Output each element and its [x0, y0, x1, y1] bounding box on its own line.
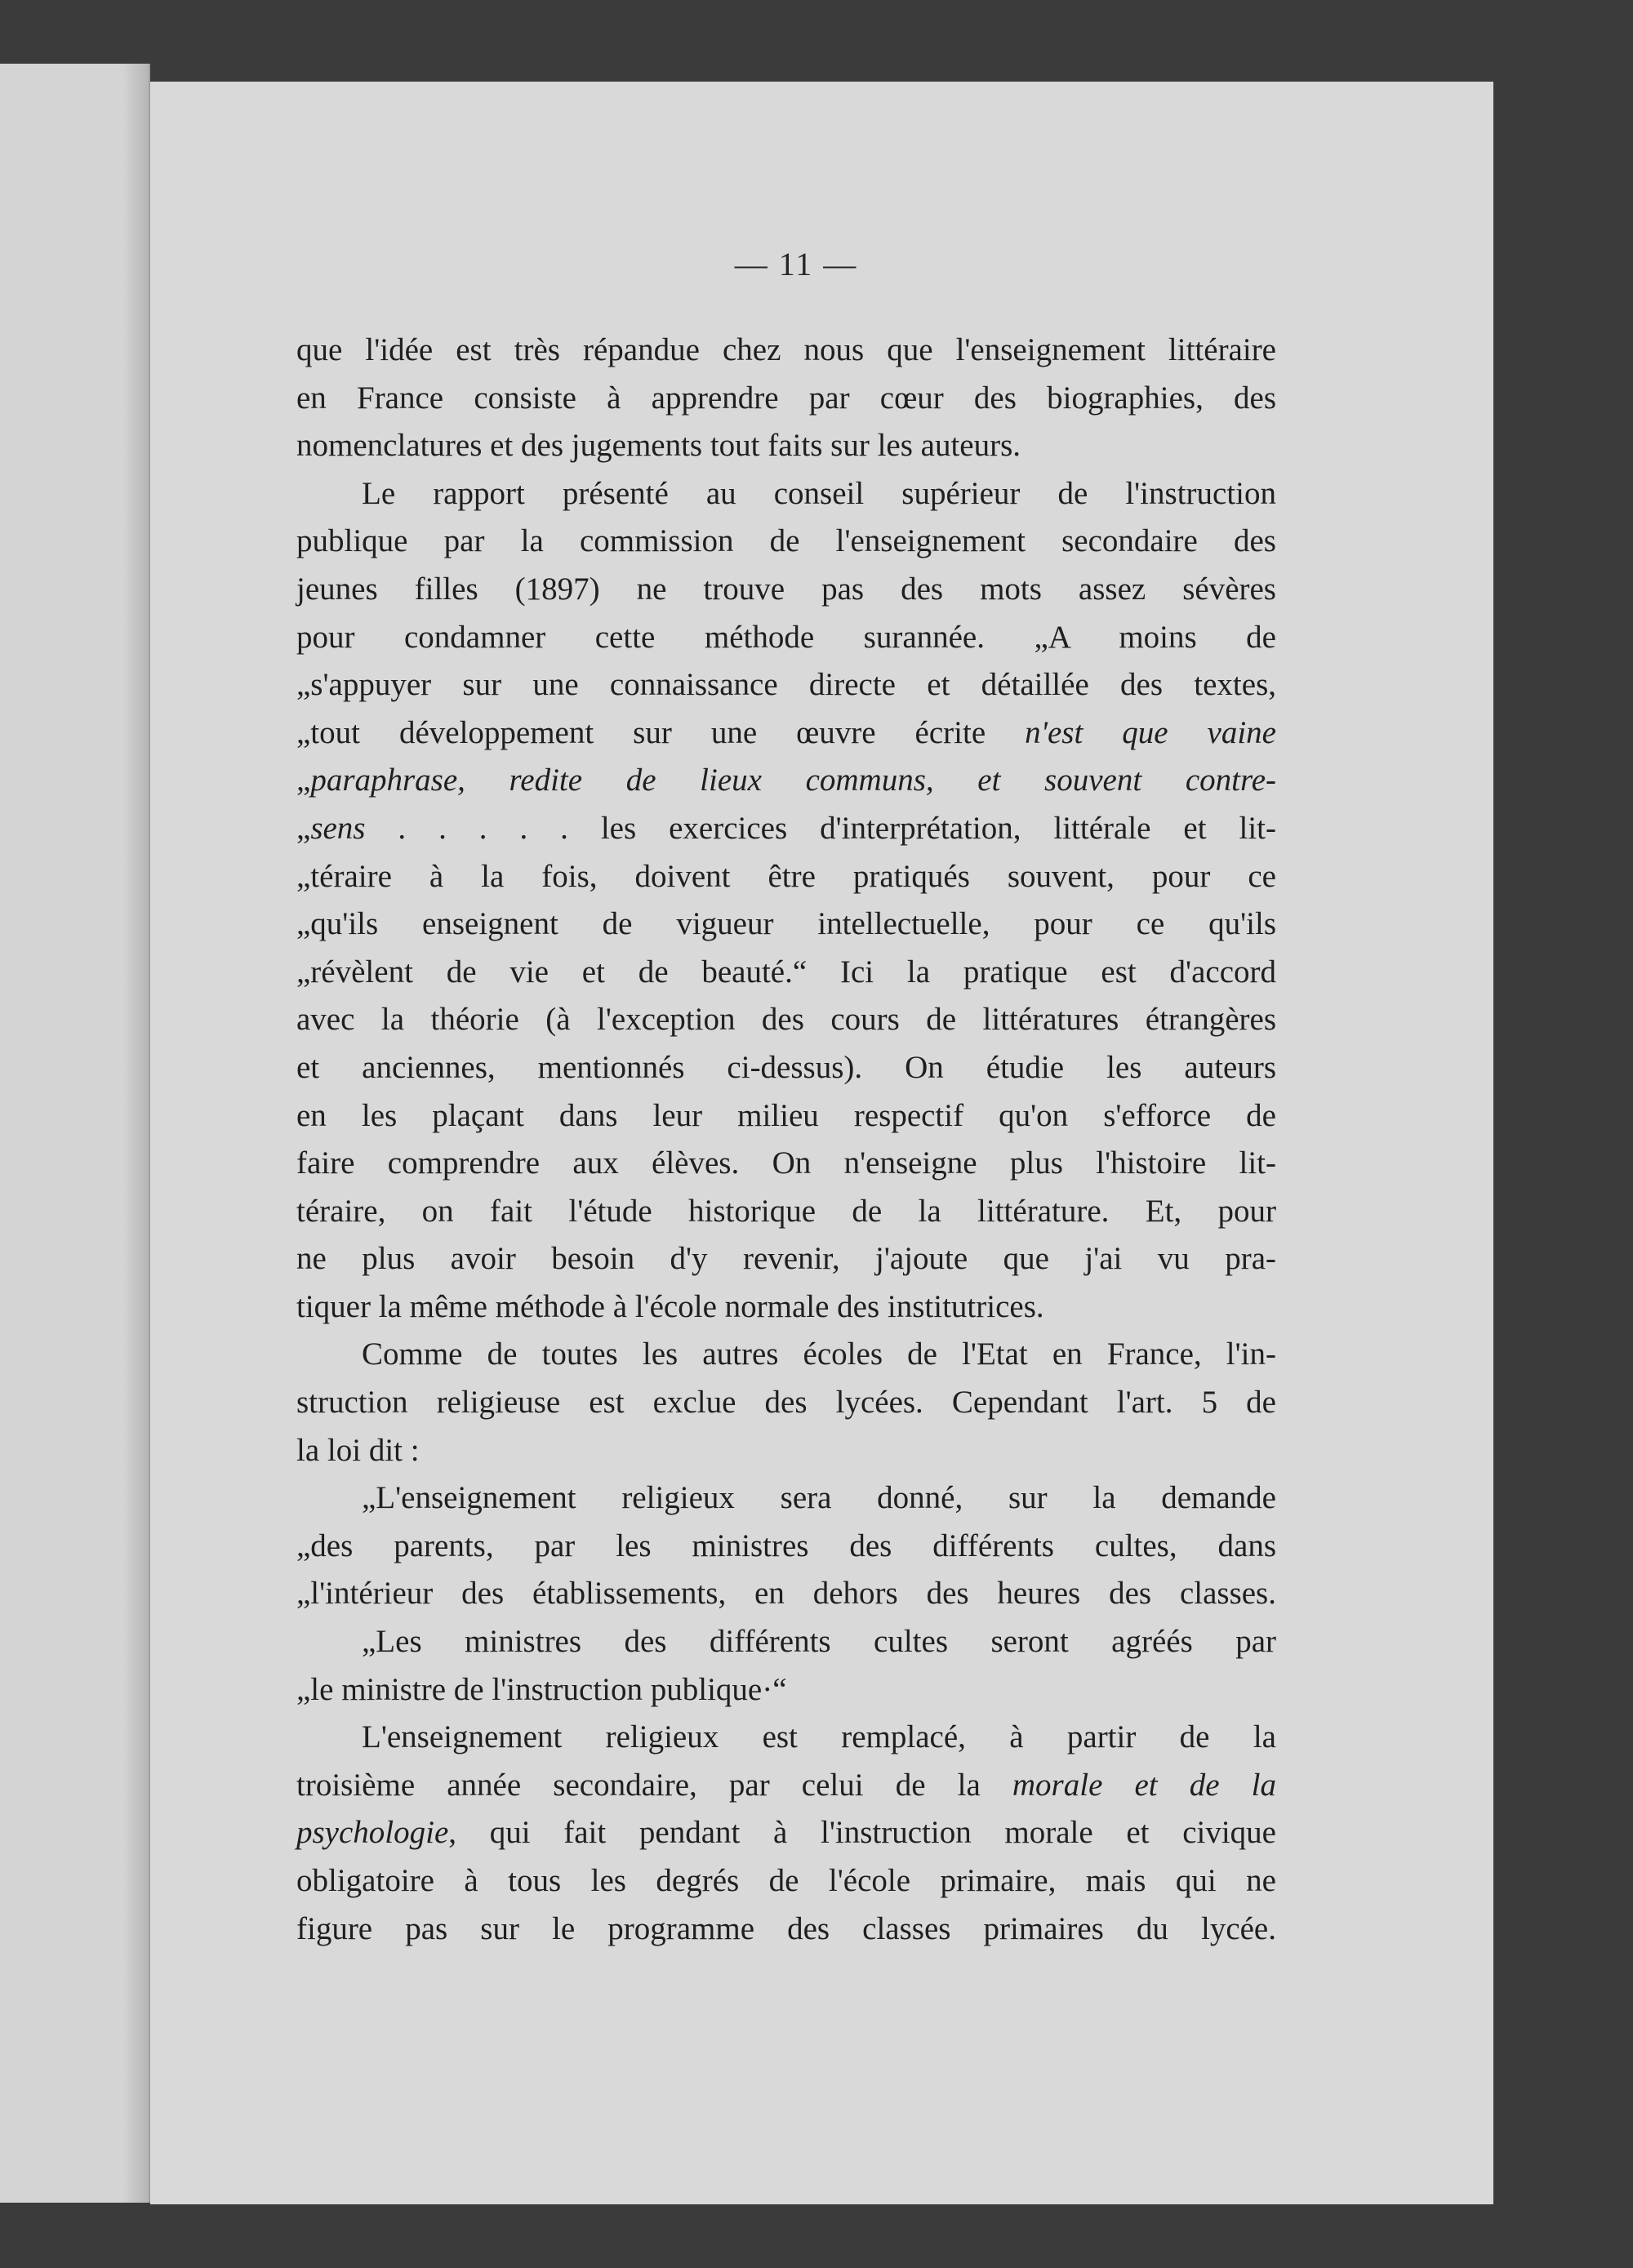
- text-line: Comme de toutes les autres écoles de l'Etat en France, l'in-: [362, 1336, 1276, 1372]
- text-line: obligatoire à tous les degrés de l'école primaire, mais qui ne: [296, 1863, 1276, 1898]
- text-line: [296, 709, 1276, 758]
- text-line: faire comprendre aux élèves. On n'enseigne plus l'histoire lit-: [296, 1145, 1276, 1181]
- line-text: „tout développement sur une œuvre écrite: [296, 714, 1026, 750]
- line-text: , qui fait pendant à l'instruction morale et civique: [448, 1815, 1276, 1851]
- text-line: „le ministre de l'instruction publique·“: [296, 1671, 787, 1707]
- text-line: „l'intérieur des établissements, en dehors des heures des classes.: [296, 1576, 1276, 1612]
- line-text: troisième année secondaire, par celui de la: [296, 1767, 1012, 1803]
- text-line: [296, 805, 1276, 853]
- text-line: jeunes filles (1897) ne trouve pas des mots assez sévères: [296, 571, 1276, 607]
- body-text: [296, 327, 1276, 1953]
- text-line: [296, 1809, 1276, 1857]
- text-line: la loi dit :: [296, 1432, 420, 1468]
- text-line: et anciennes, mentionnés ci-dessus). On étudie les auteurs: [296, 1049, 1276, 1085]
- italic-text: paraphrase, redite de lieux communs, et souvent contre-: [310, 763, 1276, 798]
- text-line: ne plus avoir besoin d'y revenir, j'ajoute que j'ai vu pra-: [296, 1241, 1276, 1277]
- italic-text: morale et de la: [1012, 1767, 1277, 1803]
- text-line: en France consiste à apprendre par cœur des biographies, des: [296, 380, 1276, 416]
- text-line: „L'enseignement religieux sera donné, sur la demande: [362, 1480, 1276, 1516]
- text-line: Le rapport présenté au conseil supérieur de l'instruction: [362, 475, 1276, 511]
- text-line: téraire, on fait l'étude historique de la littérature. Et, pour: [296, 1193, 1276, 1229]
- text-line: [296, 1762, 1276, 1810]
- text-line: pour condamner cette méthode surannée. „A moins de: [296, 619, 1276, 655]
- text-line: „Les ministres des différents cultes seront agréés par: [362, 1624, 1276, 1660]
- binding-shadow: [122, 64, 150, 2203]
- text-line: „révèlent de vie et de beauté.“ Ici la pratique est d'accord: [296, 954, 1276, 989]
- text-line: nomenclatures et des jugements tout faits sur les auteurs.: [296, 428, 1021, 464]
- line-text: „: [296, 810, 311, 846]
- text-line: publique par la commission de l'enseignement secondaire des: [296, 523, 1276, 559]
- italic-text: sens: [310, 810, 366, 846]
- text-line: „téraire à la fois, doivent être pratiqués souvent, pour ce: [296, 858, 1276, 894]
- line-text: „: [296, 763, 311, 798]
- text-line: avec la théorie (à l'exception des cours de littératures étrangères: [296, 1002, 1276, 1038]
- text-line: „des parents, par les ministres des différents cultes, dans: [296, 1528, 1276, 1563]
- text-line: „qu'ils enseignent de vigueur intellectuelle, pour ce qu'ils: [296, 906, 1276, 942]
- text-line: L'enseignement religieux est remplacé, à partir de la: [362, 1719, 1276, 1755]
- text-line: struction religieuse est exclue des lycées. Cependant l'art. 5 de: [296, 1385, 1276, 1421]
- line-text: . . . . . les exercices d'interprétation, littérale et lit-: [365, 810, 1276, 846]
- text-line: [296, 757, 1276, 805]
- text-line: „s'appuyer sur une connaissance directe et détaillée des textes,: [296, 667, 1276, 703]
- text-line: figure pas sur le programme des classes primaires du lycée.: [296, 1910, 1276, 1946]
- italic-text: psychologie: [296, 1815, 449, 1851]
- italic-text: n'est que vaine: [1025, 714, 1276, 750]
- page-number: — 11 —: [734, 246, 858, 282]
- text-line: en les plaçant dans leur milieu respectif qu'on s'efforce de: [296, 1097, 1276, 1133]
- text-line: que l'idée est très répandue chez nous que l'enseignement littéraire: [296, 332, 1276, 367]
- text-line: tiquer la même méthode à l'école normale des institutrices.: [296, 1288, 1044, 1324]
